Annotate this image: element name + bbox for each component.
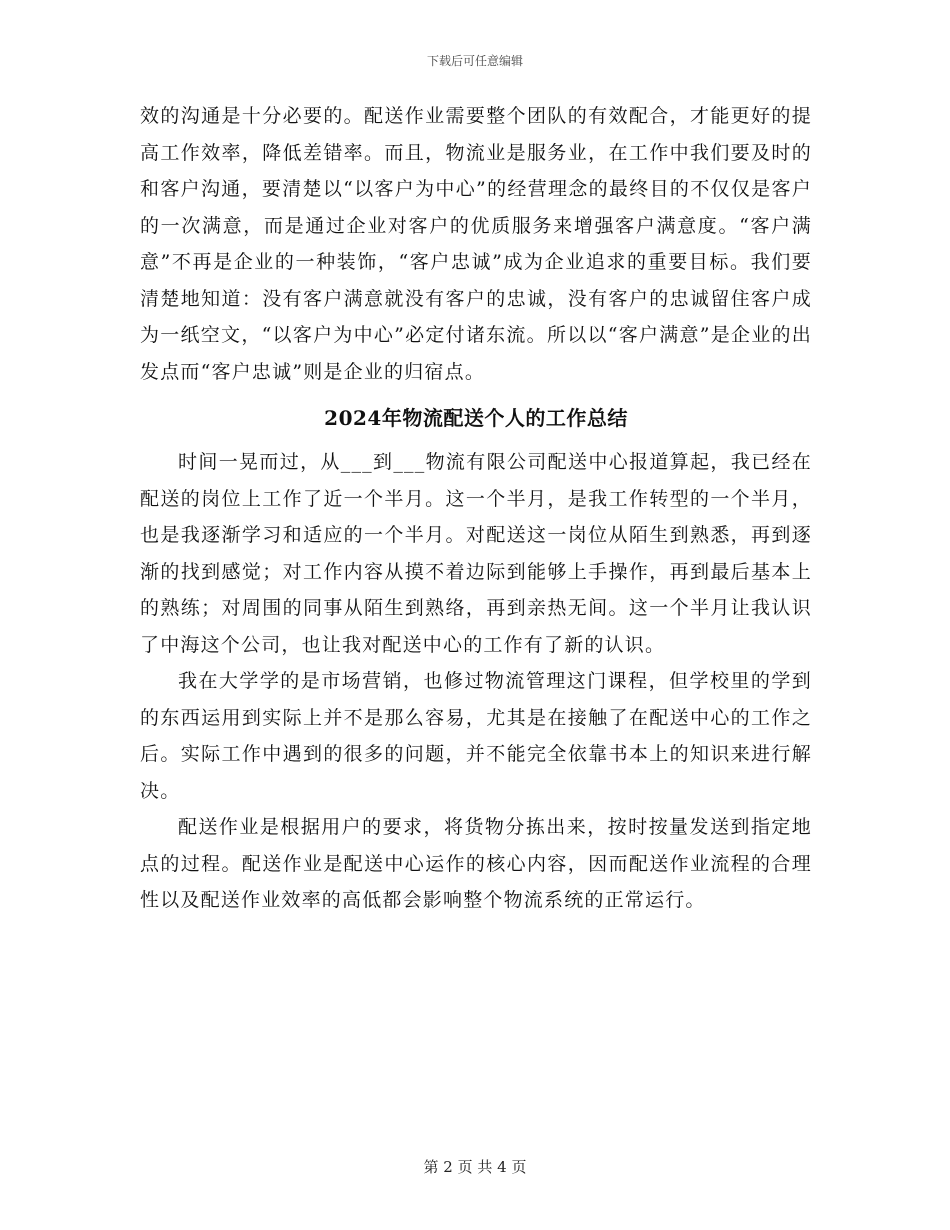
body-paragraph-1: 时间一晃而过，从___到___物流有限公司配送中心报道算起，我已经在配送的岗位上工作了近一个半月。这一个半月，是我工作转型的一个半月，也是我逐渐学习和适应的一个半月。对配送这一岗位从陌生到熟悉，再到逐渐的找到感觉；对工作内容从摸不着边际到能够上手操作，再到最后基本上的熟练；对周围的同事从陌生到熟络，再到亲热无间。这一个半月让我认识了中海这个公司，也让我对配送中心的工作有了新的认识。 [140,451,812,656]
page-header-note: 下载后可任意编辑 [426,54,523,68]
page-number: 第 2 页 共 4 页 [423,1158,527,1176]
section-title: 2024年物流配送个人的工作总结 [324,406,628,430]
body-paragraph-3: 配送作业是根据用户的要求，将货物分拣出来，按时按量发送到指定地点的过程。配送作业是配送中心运作的核心内容，因而配送作业流程的合理性以及配送作业效率的高低都会影响整个物流系统的正常运行。 [140,816,812,911]
intro-paragraph: 效的沟通是十分必要的。配送作业需要整个团队的有效配合，才能更好的提高工作效率，降低差错率。而且，物流业是服务业，在工作中我们要及时的和客户沟通，要清楚以“以客户为中心”的经营理念的最终目的不仅仅是客户的一次满意，而是通过企业对客户的优质服务来增强客户满意度。“客户满意”不再是企业的一种装饰，“客户忠诚”成为企业追求的重要目标。我们要清楚地知道：没有客户满意就没有客户的忠诚，没有客户的忠诚留住客户成为一纸空文，“以客户为中心”必定付诸东流。所以以“客户满意”是企业的出发点而“客户忠诚”则是企业的归宿点。 [140,105,812,383]
document-body [140,98,812,919]
body-paragraph-2: 我在大学学的是市场营销，也修过物流管理这门课程，但学校里的学到的东西运用到实际上并不是那么容易，尤其是在接触了在配送中心的工作之后。实际工作中遇到的很多的问题，并不能完全依靠书本上的知识来进行解决。 [140,670,812,802]
